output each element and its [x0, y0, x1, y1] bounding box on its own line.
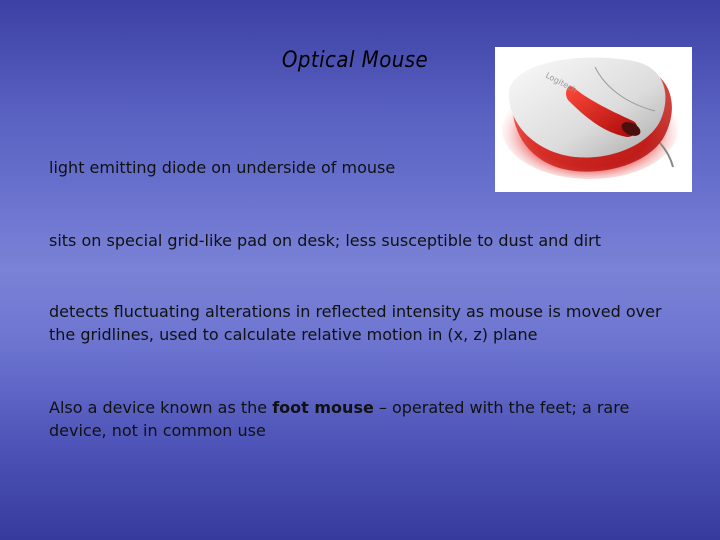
bullet-foot-mouse — [49, 396, 669, 442]
bullet-reflected-intensity: detects fluctuating alterations in reflected intensity as mouse is moved over the gridlines, used to calculate relative motion in (x, z) plane — [49, 302, 662, 344]
foot-mouse-description: – operated with the feet; a rare device, not in common use — [49, 398, 630, 440]
foot-mouse-intro-text: Also a device known as the — [49, 398, 273, 417]
bullet-led: light emitting diode on underside of mouse — [49, 158, 396, 177]
foot-mouse-term: foot mouse — [272, 398, 374, 417]
slide-title: Optical Mouse — [281, 48, 429, 73]
brand-logo: Logitech — [544, 70, 579, 95]
bullet-grid-pad: sits on special grid-like pad on desk; less susceptible to dust and dirt — [49, 231, 602, 250]
